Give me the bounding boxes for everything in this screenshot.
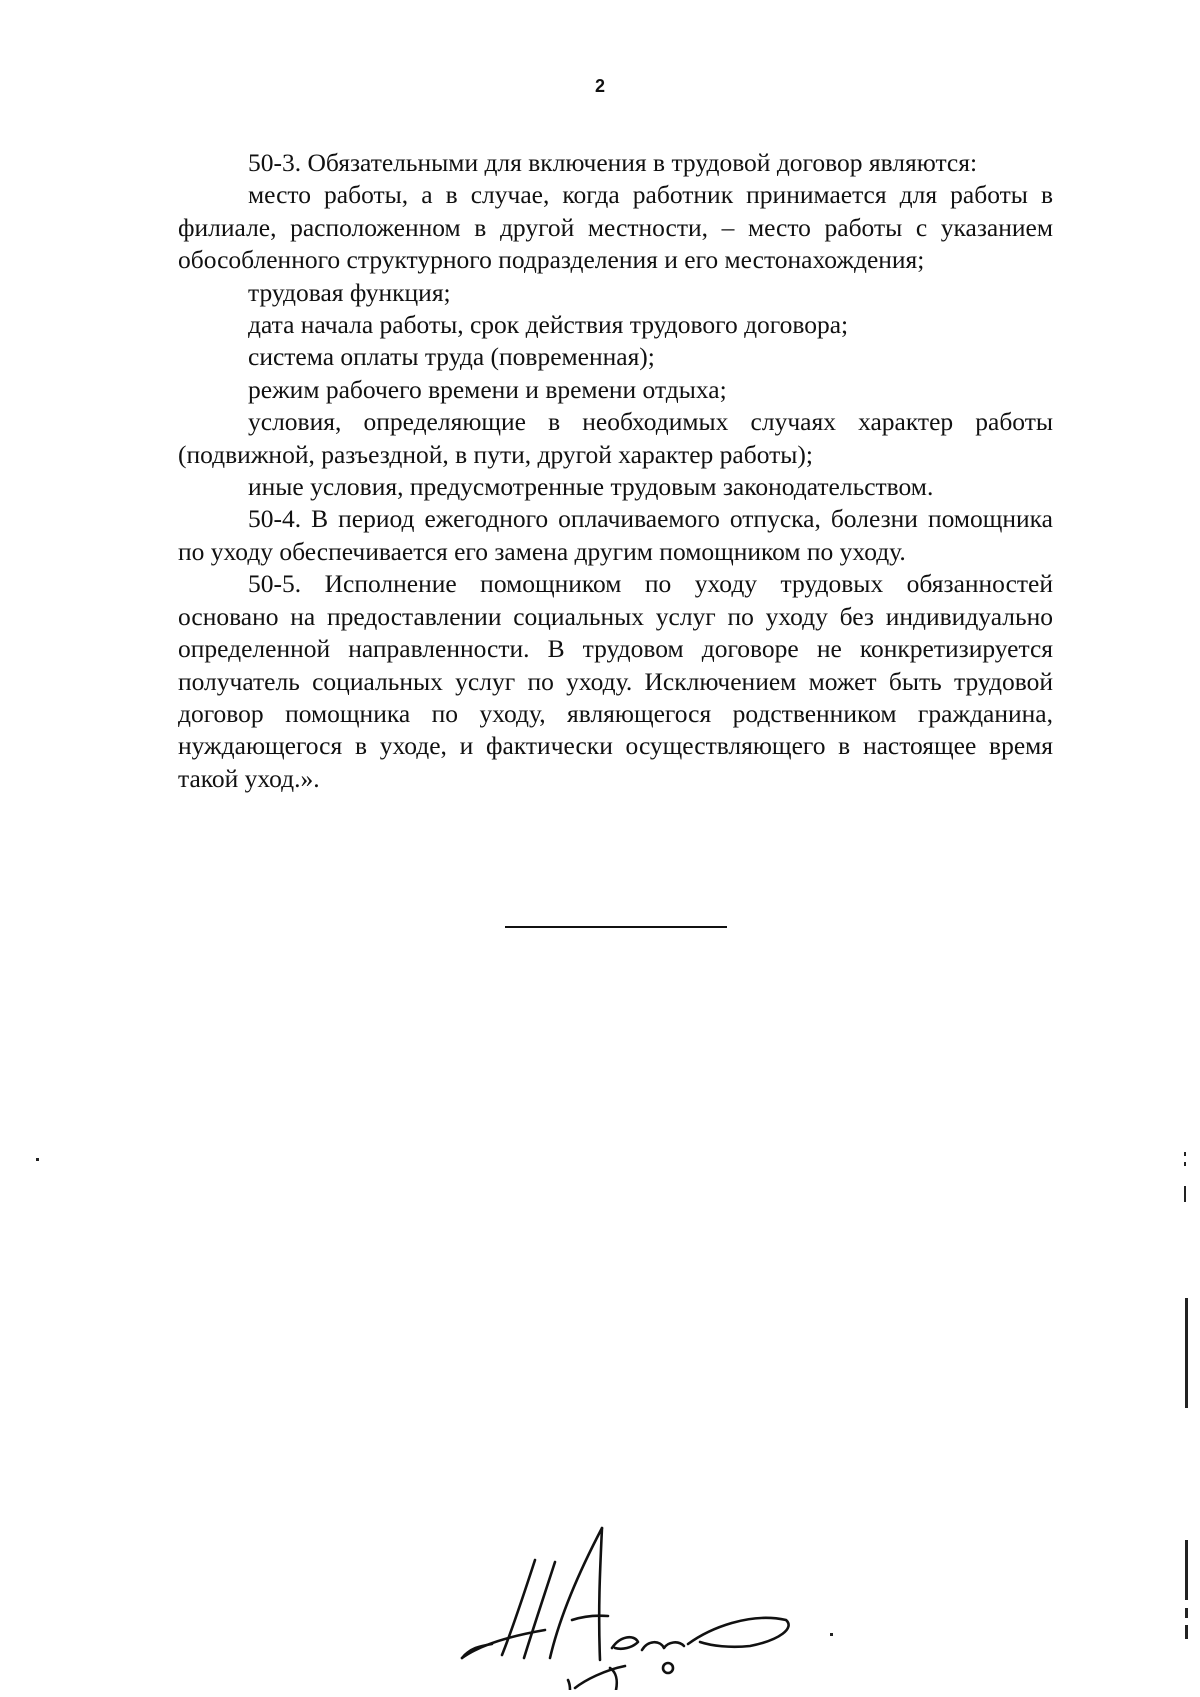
scan-mark bbox=[1185, 1625, 1188, 1639]
paragraph-labor-function: трудовая функция; bbox=[248, 277, 451, 307]
document-body bbox=[178, 147, 1053, 795]
paragraph-conditions: условия, определяющие в необходимых случаях характер работы (подвижной, разъездной, в пути, другой характер работы); bbox=[178, 407, 1053, 469]
separator-line bbox=[505, 926, 727, 928]
scan-mark bbox=[1184, 1186, 1186, 1202]
scan-mark bbox=[1185, 1608, 1188, 1618]
paragraph-50-5: 50-5. Исполнение помощником по уходу трудовых обязанностей основано на предоставлении социальных услуг по уходу без индивидуально определенной направленности. В трудовом договоре не конкретизируется получатель социальных услуг по уходу. Исключением может быть трудовой договор помощника по уходу, являющегося родственником гражданина, нуждающегося в уходе, и фактически осуществляющего в настоящее время такой уход.». bbox=[178, 569, 1053, 793]
scan-mark bbox=[1184, 1152, 1186, 1156]
paragraph-50-4: 50-4. В период ежегодного оплачиваемого отпуска, болезни помощника по уходу обеспечивается его замена другим помощником по уходу. bbox=[178, 504, 1053, 566]
paragraph-start-date: дата начала работы, срок действия трудового договора; bbox=[248, 310, 849, 340]
scan-mark bbox=[1184, 1162, 1186, 1166]
paragraph-other-conditions: иные условия, предусмотренные трудовым законодательством. bbox=[248, 472, 934, 502]
page-number: 2 bbox=[594, 76, 605, 96]
scan-mark bbox=[1185, 1540, 1188, 1600]
scan-mark bbox=[1185, 1298, 1188, 1408]
handwritten-signature bbox=[450, 1520, 850, 1690]
paragraph-50-3: 50-3. Обязательными для включения в трудовой договор являются: bbox=[248, 148, 978, 177]
paragraph-work-schedule: режим рабочего времени и времени отдыха; bbox=[248, 374, 727, 404]
paragraph-pay-system: система оплаты труда (повременная); bbox=[248, 342, 655, 372]
paragraph-workplace: место работы, а в случае, когда работник принимается для работы в филиале, расположенном в другой местности, – место работы с указанием обособленного структурного подразделения и его местонахождения; bbox=[178, 180, 1053, 275]
scan-mark bbox=[36, 1158, 39, 1161]
